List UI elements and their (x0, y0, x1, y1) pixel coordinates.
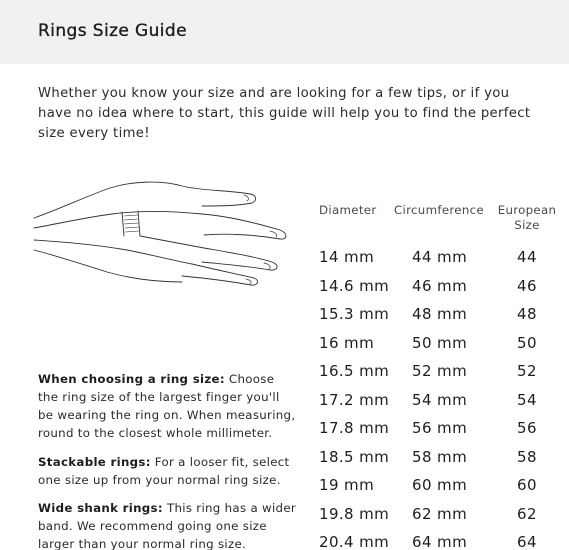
table-row (0, 419, 569, 447)
tip-label: Stackable rings: (38, 455, 151, 469)
table-row (0, 305, 569, 333)
european-size-cell: 50 (517, 333, 537, 352)
table-row (0, 448, 569, 476)
diameter-cell: 18.5 mm (319, 447, 390, 466)
diameter-cell: 19.8 mm (319, 504, 390, 523)
european-size-cell: 48 (517, 305, 537, 323)
intro-text: Whether you know your size and are looking for a few tips, or if you have no idea where to start, this guide will help you to find the perfect size every time! (38, 86, 531, 141)
european-size-cell: 62 (517, 504, 537, 523)
diameter-cell: 20.4 mm (319, 533, 390, 550)
diameter-cell: 17.2 mm (319, 390, 390, 409)
table-row (0, 533, 569, 550)
table-row (0, 505, 569, 533)
table-row (0, 248, 569, 276)
diameter-cell: 19 mm (319, 476, 375, 494)
european-size-cell: 52 (517, 362, 537, 380)
diameter-cell: 17.8 mm (319, 419, 390, 437)
column-header-circumference: Circumference (394, 203, 484, 217)
diameter-cell: 16 mm (319, 333, 375, 352)
circumference-cell: 62 mm (412, 504, 468, 523)
tip-label: When choosing a ring size: (38, 372, 225, 386)
circumference-cell: 58 mm (412, 447, 468, 466)
column-header-european-size (497, 203, 557, 233)
table-row (0, 362, 569, 390)
european-size-cell: 54 (517, 390, 537, 409)
diameter-cell: 14.6 mm (319, 276, 390, 295)
circumference-cell: 54 mm (412, 390, 468, 409)
table-row (0, 277, 569, 305)
european-size-cell: 58 (517, 447, 537, 466)
circumference-cell: 56 mm (412, 419, 468, 437)
header-line: Size (514, 218, 540, 232)
circumference-cell: 64 mm (412, 533, 468, 550)
circumference-cell: 52 mm (412, 362, 468, 380)
circumference-cell: 48 mm (412, 305, 468, 323)
circumference-cell: 60 mm (412, 476, 468, 494)
european-size-cell: 56 (517, 419, 537, 437)
table-row (0, 334, 569, 362)
tip-text: For a looser fit, select one size up from your normal ring size. (38, 455, 290, 487)
tip-text: Choose the ring size of the largest finger you'll be wearing the ring on. When measuring, round to the closest whole millimeter. (38, 372, 296, 440)
circumference-cell: 44 mm (412, 248, 468, 266)
table-row (0, 476, 569, 504)
header-line: European (497, 203, 557, 217)
european-size-cell: 46 (517, 276, 537, 295)
tip-text: This ring has a wider band. We recommend going one size larger than your normal ring size. (38, 501, 297, 550)
diameter-cell: 16.5 mm (319, 362, 390, 380)
header-bar (0, 0, 569, 64)
european-size-cell: 64 (517, 533, 537, 550)
european-size-cell: 60 (517, 476, 537, 494)
diameter-cell: 14 mm (319, 248, 375, 266)
tip-label: Wide shank rings: (38, 501, 163, 515)
page-title: Rings Size Guide (38, 21, 187, 41)
table-row (0, 391, 569, 419)
circumference-cell: 46 mm (412, 276, 468, 295)
diameter-cell: 15.3 mm (319, 305, 390, 323)
column-header-diameter: Diameter (319, 203, 377, 217)
european-size-cell: 44 (517, 248, 537, 266)
circumference-cell: 50 mm (412, 333, 468, 352)
